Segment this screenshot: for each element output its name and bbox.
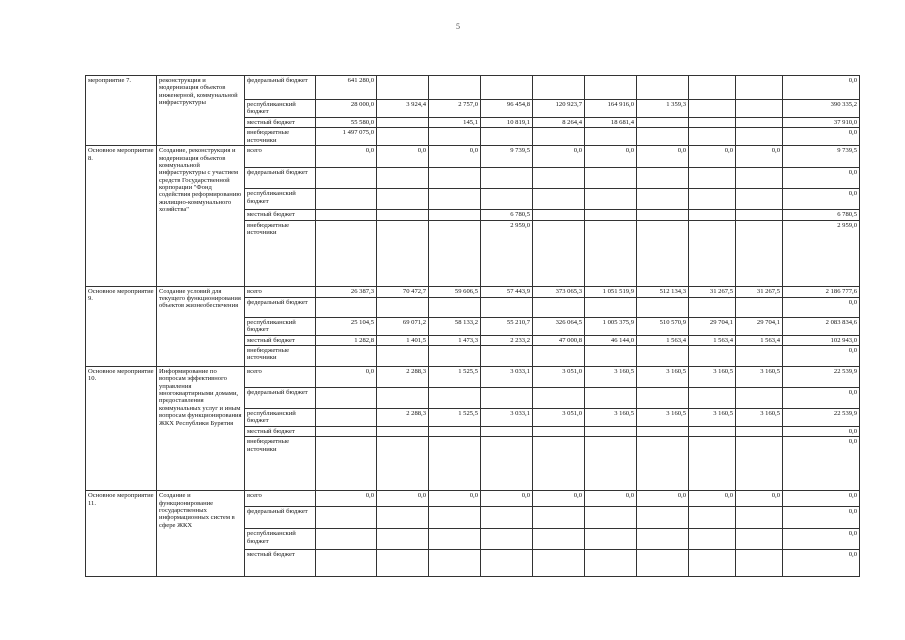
amount-cell	[585, 189, 637, 210]
amount-cell: 69 071,2	[377, 317, 429, 335]
amount-cell	[377, 529, 429, 550]
funding-source: местный бюджет	[245, 117, 316, 127]
amount-cell: 0,0	[783, 189, 860, 210]
amount-cell	[736, 128, 783, 146]
amount-cell: 0,0	[783, 437, 860, 491]
funding-source: федеральный бюджет	[245, 297, 316, 317]
amount-cell: 0,0	[585, 146, 637, 168]
funding-source: всего	[245, 366, 316, 387]
amount-cell: 8 264,4	[533, 117, 585, 127]
amount-cell	[689, 210, 736, 220]
amount-cell: 37 910,0	[783, 117, 860, 127]
amount-cell	[585, 550, 637, 577]
activity-description: реконструкция и модернизация объектов инженерной, коммунальной инфраструктуры	[157, 76, 245, 146]
amount-cell: 2 288,3	[377, 366, 429, 387]
amount-cell	[736, 117, 783, 127]
amount-cell	[585, 426, 637, 436]
amount-cell	[316, 529, 377, 550]
amount-cell: 0,0	[637, 146, 689, 168]
amount-cell: 1 005 375,9	[585, 317, 637, 335]
amount-cell	[533, 550, 585, 577]
amount-cell	[637, 220, 689, 286]
amount-cell	[637, 529, 689, 550]
amount-cell	[637, 210, 689, 220]
funding-source: местный бюджет	[245, 550, 316, 577]
amount-cell	[316, 437, 377, 491]
amount-cell	[637, 426, 689, 436]
amount-cell	[689, 117, 736, 127]
amount-cell	[429, 387, 481, 408]
amount-cell	[377, 220, 429, 286]
amount-cell	[429, 507, 481, 529]
amount-cell	[585, 76, 637, 100]
amount-cell	[585, 529, 637, 550]
amount-cell	[316, 426, 377, 436]
amount-cell	[585, 437, 637, 491]
table-row	[86, 146, 860, 168]
amount-cell: 1 473,3	[429, 335, 481, 345]
activity-description: Создание условий для текущего функционирования объектов жизнеобеспечения	[157, 286, 245, 366]
amount-cell	[316, 507, 377, 529]
activity-label: мероприятие 7.	[86, 76, 157, 146]
amount-cell	[429, 189, 481, 210]
amount-cell	[481, 168, 533, 189]
amount-cell	[736, 168, 783, 189]
amount-cell: 46 144,0	[585, 335, 637, 345]
amount-cell: 2 959,0	[783, 220, 860, 286]
amount-cell	[429, 550, 481, 577]
funding-source: внебюджетные источники	[245, 345, 316, 366]
amount-cell: 6 780,5	[481, 210, 533, 220]
amount-cell	[316, 297, 377, 317]
amount-cell: 0,0	[377, 491, 429, 507]
amount-cell	[689, 387, 736, 408]
amount-cell	[689, 220, 736, 286]
amount-cell: 10 819,1	[481, 117, 533, 127]
amount-cell	[736, 507, 783, 529]
amount-cell: 1 359,3	[637, 100, 689, 118]
amount-cell	[377, 426, 429, 436]
amount-cell	[481, 426, 533, 436]
amount-cell: 1 563,4	[736, 335, 783, 345]
amount-cell: 0,0	[533, 146, 585, 168]
amount-cell	[429, 426, 481, 436]
amount-cell: 102 943,0	[783, 335, 860, 345]
amount-cell: 22 539,9	[783, 366, 860, 387]
amount-cell	[533, 387, 585, 408]
amount-cell	[689, 128, 736, 146]
amount-cell	[736, 529, 783, 550]
amount-cell: 28 000,0	[316, 100, 377, 118]
amount-cell: 0,0	[783, 168, 860, 189]
amount-cell	[585, 128, 637, 146]
amount-cell	[533, 220, 585, 286]
amount-cell	[316, 168, 377, 189]
amount-cell: 0,0	[783, 128, 860, 146]
amount-cell	[637, 117, 689, 127]
amount-cell	[637, 345, 689, 366]
amount-cell	[481, 128, 533, 146]
amount-cell	[377, 345, 429, 366]
amount-cell	[689, 529, 736, 550]
amount-cell	[637, 189, 689, 210]
amount-cell	[481, 529, 533, 550]
amount-cell: 0,0	[316, 491, 377, 507]
amount-cell	[481, 437, 533, 491]
amount-cell: 0,0	[689, 146, 736, 168]
amount-cell	[429, 345, 481, 366]
amount-cell	[736, 100, 783, 118]
amount-cell	[377, 210, 429, 220]
amount-cell: 9 739,5	[783, 146, 860, 168]
amount-cell: 3 160,5	[689, 408, 736, 426]
amount-cell	[481, 387, 533, 408]
amount-cell	[736, 220, 783, 286]
amount-cell: 3 051,0	[533, 366, 585, 387]
amount-cell: 2 233,2	[481, 335, 533, 345]
amount-cell	[736, 76, 783, 100]
amount-cell	[637, 168, 689, 189]
amount-cell	[481, 345, 533, 366]
table-row	[86, 76, 860, 100]
amount-cell: 0,0	[783, 76, 860, 100]
amount-cell	[637, 507, 689, 529]
amount-cell	[585, 220, 637, 286]
amount-cell: 326 064,5	[533, 317, 585, 335]
amount-cell: 1 282,8	[316, 335, 377, 345]
amount-cell: 96 454,8	[481, 100, 533, 118]
amount-cell: 1 497 075,0	[316, 128, 377, 146]
amount-cell	[377, 168, 429, 189]
amount-cell	[637, 437, 689, 491]
amount-cell	[377, 297, 429, 317]
amount-cell	[377, 189, 429, 210]
amount-cell: 0,0	[637, 491, 689, 507]
amount-cell	[377, 76, 429, 100]
amount-cell: 373 065,3	[533, 286, 585, 297]
amount-cell: 1 563,4	[689, 335, 736, 345]
amount-cell: 2 757,0	[429, 100, 481, 118]
amount-cell	[585, 210, 637, 220]
funding-source: республиканский бюджет	[245, 317, 316, 335]
amount-cell	[585, 387, 637, 408]
funding-source: внебюджетные источники	[245, 437, 316, 491]
amount-cell	[736, 550, 783, 577]
funding-source: федеральный бюджет	[245, 387, 316, 408]
amount-cell	[533, 507, 585, 529]
amount-cell	[689, 437, 736, 491]
amount-cell: 0,0	[736, 146, 783, 168]
amount-cell	[316, 345, 377, 366]
amount-cell: 0,0	[783, 345, 860, 366]
amount-cell: 1 563,4	[637, 335, 689, 345]
amount-cell	[481, 76, 533, 100]
funding-source: республиканский бюджет	[245, 189, 316, 210]
amount-cell	[736, 189, 783, 210]
amount-cell	[429, 128, 481, 146]
amount-cell	[481, 297, 533, 317]
funding-source: всего	[245, 286, 316, 297]
amount-cell: 3 924,4	[377, 100, 429, 118]
amount-cell	[533, 76, 585, 100]
amount-cell: 9 739,5	[481, 146, 533, 168]
amount-cell: 31 267,5	[736, 286, 783, 297]
amount-cell: 55 580,0	[316, 117, 377, 127]
funding-source: местный бюджет	[245, 210, 316, 220]
funding-source: всего	[245, 146, 316, 168]
amount-cell: 59 606,5	[429, 286, 481, 297]
amount-cell	[481, 189, 533, 210]
amount-cell: 3 160,5	[736, 408, 783, 426]
amount-cell: 0,0	[783, 491, 860, 507]
amount-cell	[481, 550, 533, 577]
amount-cell: 47 000,8	[533, 335, 585, 345]
budget-table	[85, 75, 860, 577]
amount-cell: 3 160,5	[585, 408, 637, 426]
amount-cell	[689, 345, 736, 366]
amount-cell: 55 210,7	[481, 317, 533, 335]
amount-cell	[585, 168, 637, 189]
activity-label: Основное мероприятие 11.	[86, 491, 157, 577]
amount-cell: 18 681,4	[585, 117, 637, 127]
amount-cell	[429, 220, 481, 286]
amount-cell	[377, 550, 429, 577]
amount-cell: 510 570,9	[637, 317, 689, 335]
amount-cell: 2 186 777,6	[783, 286, 860, 297]
amount-cell: 26 387,3	[316, 286, 377, 297]
amount-cell	[533, 189, 585, 210]
amount-cell: 31 267,5	[689, 286, 736, 297]
amount-cell: 3 160,5	[585, 366, 637, 387]
amount-cell: 0,0	[783, 426, 860, 436]
amount-cell: 29 704,1	[736, 317, 783, 335]
amount-cell: 0,0	[783, 387, 860, 408]
page-number: 5	[456, 22, 460, 31]
amount-cell: 641 280,0	[316, 76, 377, 100]
amount-cell	[429, 529, 481, 550]
amount-cell: 2 288,3	[377, 408, 429, 426]
amount-cell	[637, 550, 689, 577]
amount-cell	[533, 210, 585, 220]
amount-cell	[481, 507, 533, 529]
amount-cell	[429, 297, 481, 317]
amount-cell: 3 160,5	[637, 366, 689, 387]
amount-cell: 0,0	[783, 507, 860, 529]
amount-cell: 1 525,5	[429, 408, 481, 426]
amount-cell: 3 160,5	[637, 408, 689, 426]
amount-cell	[689, 189, 736, 210]
amount-cell: 3 051,0	[533, 408, 585, 426]
amount-cell	[689, 507, 736, 529]
amount-cell	[429, 210, 481, 220]
amount-cell: 0,0	[736, 491, 783, 507]
amount-cell: 25 104,5	[316, 317, 377, 335]
amount-cell: 2 083 834,6	[783, 317, 860, 335]
amount-cell	[585, 297, 637, 317]
amount-cell	[429, 76, 481, 100]
funding-source: федеральный бюджет	[245, 76, 316, 100]
activity-label: Основное мероприятие 10.	[86, 366, 157, 490]
amount-cell: 3 160,5	[689, 366, 736, 387]
amount-cell	[585, 507, 637, 529]
activity-label: Основное мероприятие 9.	[86, 286, 157, 366]
amount-cell: 58 133,2	[429, 317, 481, 335]
amount-cell	[585, 345, 637, 366]
amount-cell: 0,0	[377, 146, 429, 168]
amount-cell: 2 959,0	[481, 220, 533, 286]
amount-cell	[736, 210, 783, 220]
amount-cell: 3 160,5	[736, 366, 783, 387]
table-row	[86, 366, 860, 387]
amount-cell: 3 033,1	[481, 408, 533, 426]
funding-source: внебюджетные источники	[245, 128, 316, 146]
funding-source: местный бюджет	[245, 335, 316, 345]
activity-description: Информирование по вопросам эффективного управления многоквартирными домами, предоставления коммунальных услуг и иным вопросам функционирования ЖКХ Республики Бурятия	[157, 366, 245, 490]
activity-description: Создание и функционирование государственных информационных систем в сфере ЖКХ	[157, 491, 245, 577]
amount-cell	[533, 437, 585, 491]
amount-cell: 0,0	[533, 491, 585, 507]
amount-cell: 120 923,7	[533, 100, 585, 118]
funding-source: республиканский бюджет	[245, 408, 316, 426]
amount-cell	[316, 387, 377, 408]
funding-source: внебюджетные источники	[245, 220, 316, 286]
amount-cell	[377, 117, 429, 127]
amount-cell	[689, 76, 736, 100]
amount-cell	[429, 168, 481, 189]
amount-cell	[736, 297, 783, 317]
amount-cell	[533, 345, 585, 366]
amount-cell: 3 033,1	[481, 366, 533, 387]
amount-cell	[689, 297, 736, 317]
amount-cell: 0,0	[585, 491, 637, 507]
amount-cell	[736, 437, 783, 491]
funding-source: республиканский бюджет	[245, 100, 316, 118]
amount-cell	[429, 437, 481, 491]
amount-cell	[533, 168, 585, 189]
amount-cell: 29 704,1	[689, 317, 736, 335]
amount-cell	[533, 128, 585, 146]
amount-cell	[377, 387, 429, 408]
amount-cell: 0,0	[316, 366, 377, 387]
amount-cell	[736, 345, 783, 366]
amount-cell: 22 539,9	[783, 408, 860, 426]
funding-source: федеральный бюджет	[245, 168, 316, 189]
amount-cell	[689, 100, 736, 118]
amount-cell: 145,1	[429, 117, 481, 127]
amount-cell: 0,0	[783, 529, 860, 550]
amount-cell	[533, 529, 585, 550]
amount-cell: 1 051 519,9	[585, 286, 637, 297]
funding-source: федеральный бюджет	[245, 507, 316, 529]
amount-cell: 512 134,3	[637, 286, 689, 297]
funding-source: всего	[245, 491, 316, 507]
amount-cell: 0,0	[783, 297, 860, 317]
amount-cell: 6 780,5	[783, 210, 860, 220]
table-row	[86, 491, 860, 507]
amount-cell	[533, 297, 585, 317]
amount-cell: 1 525,5	[429, 366, 481, 387]
amount-cell: 0,0	[689, 491, 736, 507]
amount-cell	[637, 297, 689, 317]
amount-cell: 0,0	[429, 491, 481, 507]
funding-source: республиканский бюджет	[245, 529, 316, 550]
amount-cell	[316, 220, 377, 286]
amount-cell	[689, 550, 736, 577]
amount-cell	[377, 128, 429, 146]
amount-cell	[637, 387, 689, 408]
activity-label: Основное мероприятие 8.	[86, 146, 157, 286]
amount-cell	[377, 437, 429, 491]
amount-cell: 0,0	[481, 491, 533, 507]
amount-cell: 390 335,2	[783, 100, 860, 118]
amount-cell	[533, 426, 585, 436]
amount-cell	[377, 507, 429, 529]
activity-description: Создание, реконструкция и модернизация объектов коммунальной инфраструктуры с участием средств Государственной корпорации "Фонд содействия реформированию жилищно-коммунального хозяйства"	[157, 146, 245, 286]
amount-cell	[736, 426, 783, 436]
amount-cell: 0,0	[429, 146, 481, 168]
amount-cell	[637, 128, 689, 146]
amount-cell	[689, 426, 736, 436]
amount-cell	[689, 168, 736, 189]
amount-cell	[316, 210, 377, 220]
amount-cell	[637, 76, 689, 100]
table-row	[86, 286, 860, 297]
amount-cell: 0,0	[316, 146, 377, 168]
amount-cell: 1 401,5	[377, 335, 429, 345]
amount-cell: 0,0	[783, 550, 860, 577]
amount-cell	[316, 408, 377, 426]
amount-cell: 70 472,7	[377, 286, 429, 297]
amount-cell	[316, 189, 377, 210]
amount-cell: 57 443,9	[481, 286, 533, 297]
funding-source: местный бюджет	[245, 426, 316, 436]
amount-cell	[316, 550, 377, 577]
amount-cell	[736, 387, 783, 408]
amount-cell: 164 916,0	[585, 100, 637, 118]
